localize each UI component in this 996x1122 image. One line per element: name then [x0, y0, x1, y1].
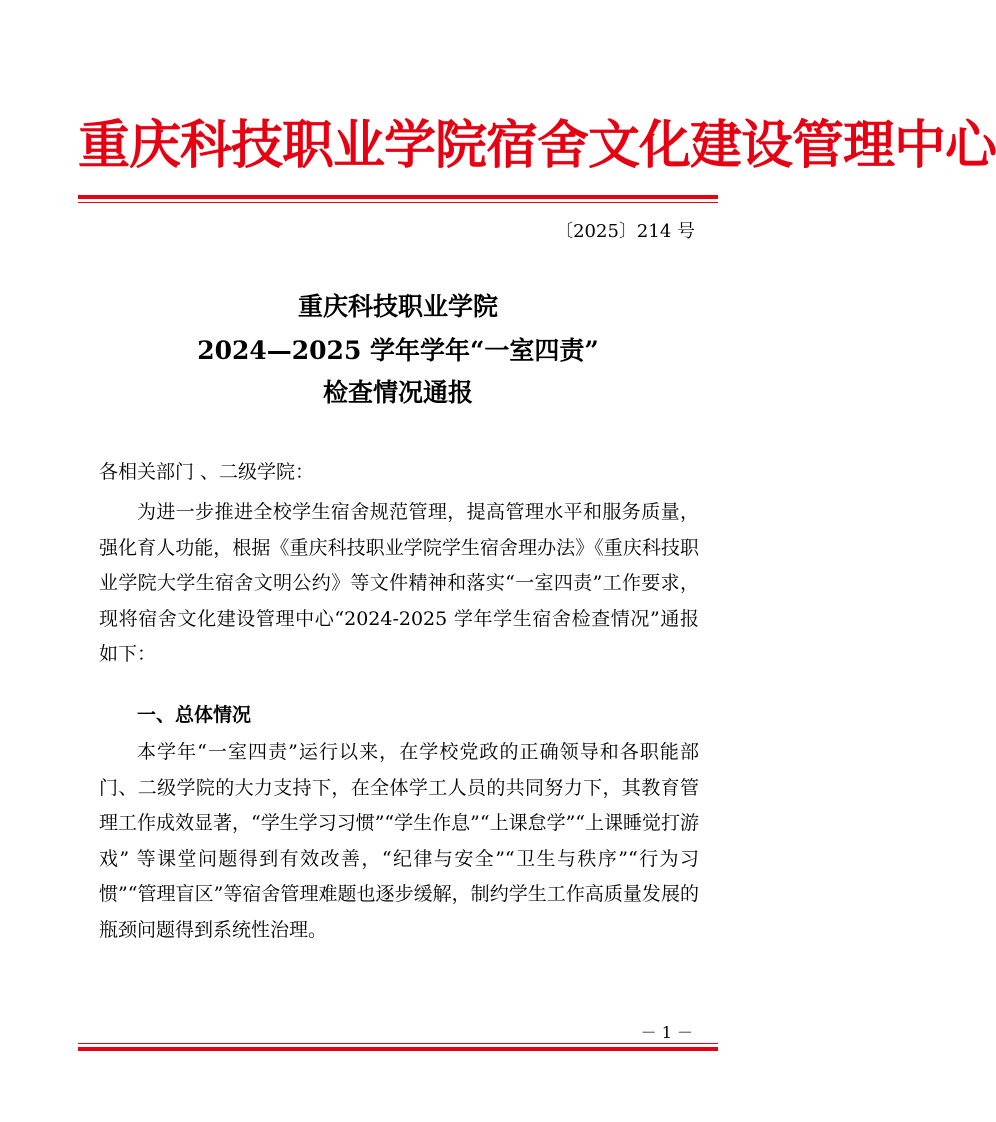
overview-text: 本学年“一室四责”运行以来，在学校党政的正确领导和各职能部门、二级学院的大力支持下，在全体学工人员的共同努力下，其教育管理工作成效显著，“学生学习习惯”“学生作息”“上课怠学”“上课睡觉打游戏” 等课堂问题得到有效改善，“纪律与安全”“卫生与秩序”“行为习惯”“管理盲区”等宿舍管理难题也逐步缓解，制约学生工作高质量发展的瓶颈问题得到系统性治理。 [99, 741, 699, 941]
footer-divider-thin [78, 1043, 718, 1044]
title-line-2: 2024—2025 学年学年“一室四责” [197, 336, 599, 365]
footer-divider-thick [78, 1047, 718, 1051]
intro-text: 为进一步推进全校学生宿舍规范管理，提高管理水平和服务质量，强化育人功能，根据《重庆科技职业学院学生宿舍理办法》《重庆科技职业学院大学生宿舍文明公约》等文件精神和落实“一室四责”工作要求，现将宿舍文化建设管理中心“2024-2025 学年学生宿舍检查情况”通报如下： [99, 501, 699, 665]
overview-paragraph [99, 735, 699, 948]
salutation [99, 455, 699, 491]
section-heading-overview: 一、总体情况 [137, 704, 252, 726]
salutation-text: 各相关部门 、二级学院： [99, 461, 315, 483]
masthead-divider-thin [78, 202, 718, 203]
page-number: － 1 － [640, 1023, 693, 1042]
masthead-divider-thick [78, 195, 718, 199]
issuing-organization-masthead: 重庆科技职业学院宿舍文化建设管理中心 [78, 115, 996, 176]
intro-paragraph [99, 495, 699, 673]
document-number: 〔2025〕214 号 [555, 221, 695, 242]
title-line-1: 重庆科技职业学院 [297, 292, 498, 321]
title-line-3: 检查情况通报 [322, 378, 473, 407]
